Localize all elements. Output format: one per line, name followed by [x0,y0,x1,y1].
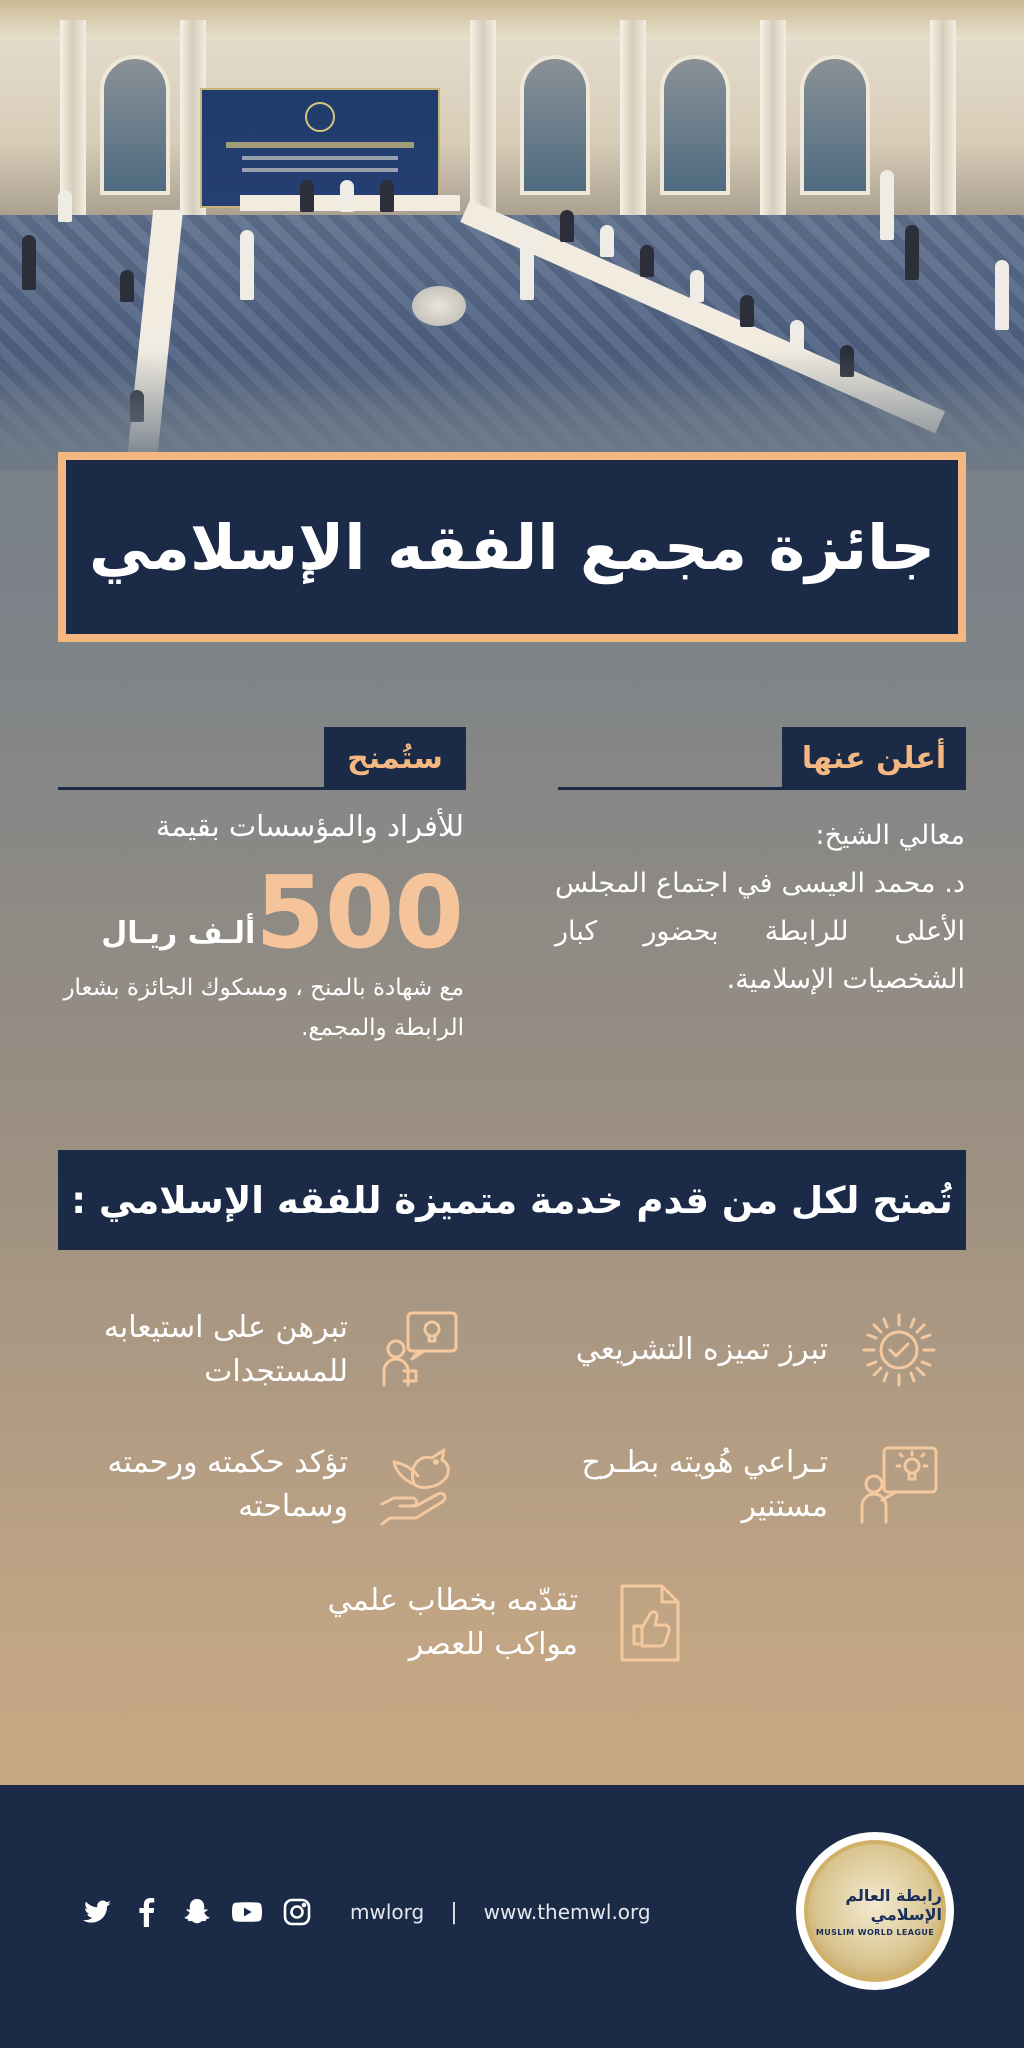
granted-label: ستُمنح [324,727,466,789]
youtube-icon[interactable] [230,1895,264,1929]
mwl-logo [796,1832,954,1990]
twitter-icon[interactable] [80,1895,114,1929]
granted-recipients: للأفراد والمؤسسات بقيمة [155,809,464,843]
website-link[interactable]: www.themwl.org [483,1900,651,1924]
criterion-text: تقدّمه بخطاب علمي مواكب للعصر [327,1583,578,1662]
criterion-text: تـراعي هُويته بطـرح مستنير [581,1445,828,1524]
badge-check-icon [854,1305,944,1395]
logo-english-text: MUSLIM WORLD LEAGUE [815,1927,935,1937]
announcer-honorific: معالي الشيخ: [815,820,965,851]
criterion-text: تؤكد حكمته ورحمته وسماحته [107,1445,348,1524]
prize-unit: ألـف ريـال [101,915,256,951]
grant-to-banner [58,1150,966,1250]
prize-amount: 500 [255,854,464,971]
idea-person-icon [374,1305,464,1395]
criterion-item [514,1305,944,1395]
dove-hand-icon [374,1440,464,1530]
announcer-text: د. محمد العيسى في اجتماع المجلس الأعلى للرابطة بحضور كبار الشخصيات الإسلامية. [555,868,965,995]
title-frame [58,452,966,642]
social-links [80,1892,651,1932]
announced-by-label: أعلن عنها [782,727,966,789]
granted-divider [58,787,466,790]
prize-amount-row [58,854,464,971]
criterion-text: تبرز تميزه التشريعي [575,1332,828,1367]
criterion-item [54,1440,464,1530]
facebook-icon[interactable] [130,1895,164,1929]
announcer-block [555,812,965,1004]
criterion-item [254,1578,694,1668]
grant-to-heading: تُمنح لكل من قدم خدمة متميزة للفقه الإسلامي : [71,1178,953,1222]
announced-divider [558,787,966,790]
presenter-idea-icon [854,1440,944,1530]
snapchat-icon[interactable] [180,1895,214,1929]
criterion-item [514,1440,944,1530]
criterion-item [54,1305,464,1395]
page-title: جائزة مجمع الفقه الإسلامي [88,510,936,584]
criterion-text: تبرهن على استيعابه للمستجدات [103,1310,348,1389]
thumbs-up-document-icon [604,1578,694,1668]
header-photo [0,0,1024,470]
footer-separator: | [450,1899,458,1925]
logo-arabic-text: رابطة العالم الإسلامي [845,1885,942,1924]
granted-extra: مع شهادة بالمنح ، ومسكوك الجائزة بشعار الرابطة والمجمع. [63,975,464,1041]
instagram-icon[interactable] [280,1895,314,1929]
social-handle[interactable]: mwlorg [350,1900,425,1924]
